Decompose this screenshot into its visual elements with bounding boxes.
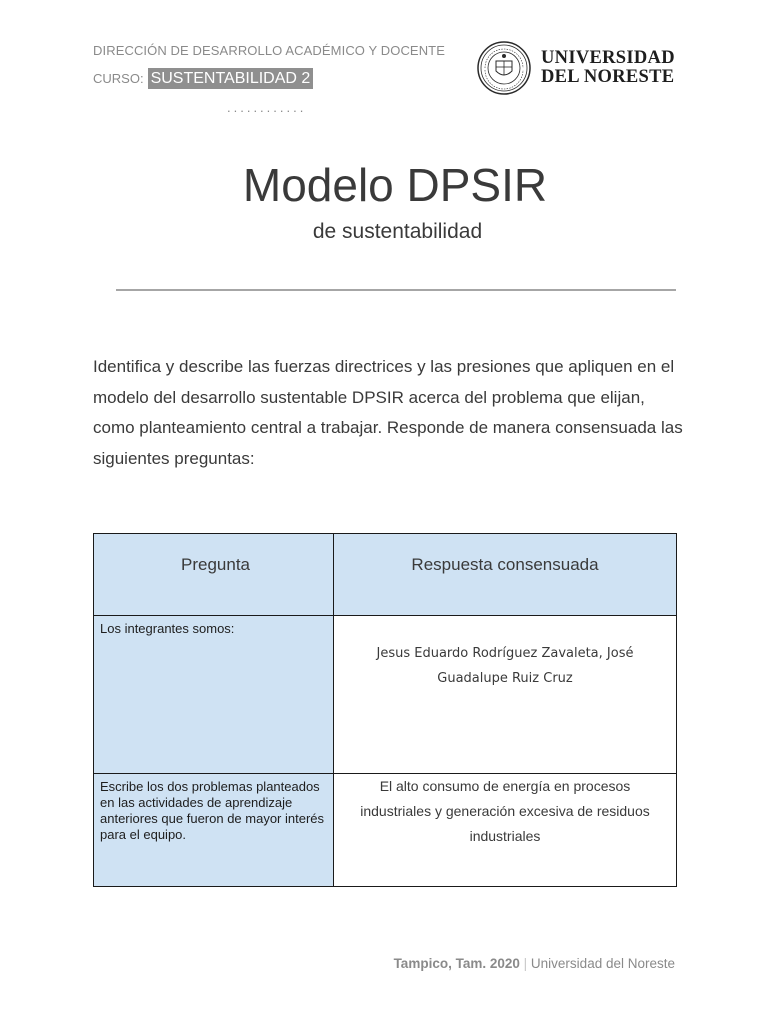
- question-answer-table: [93, 533, 677, 887]
- table-row: [94, 774, 677, 887]
- university-logo: [477, 41, 675, 95]
- university-wordmark: [541, 49, 675, 87]
- title-divider: [116, 289, 676, 291]
- department-header: DIRECCIÓN DE DESARROLLO ACADÉMICO Y DOCENTE: [93, 43, 445, 58]
- course-value: SUSTENTABILIDAD 2: [148, 68, 314, 89]
- document-subtitle: de sustentabilidad: [312, 220, 483, 243]
- instructions-paragraph: Identifica y describe las fuerzas directrices y las presiones que apliquen en el modelo del desarrollo sustentable DPSIR acerca del problema que elijan, como planteamiento central a trabajar. Responde de manera consensuada las siguientes preguntas:: [93, 357, 683, 469]
- course-label: CURSO:: [93, 71, 144, 86]
- question-cell: Escribe los dos problemas planteados en las actividades de aprendizaje anteriores que fueron de mayor interés para el equipo.: [94, 774, 334, 887]
- page-footer: [394, 956, 675, 971]
- footer-institution: Universidad del Noreste: [530, 956, 675, 971]
- table-header-row: [94, 534, 677, 616]
- footer-location: Tampico, Tam. 2020: [393, 956, 520, 971]
- table-row: [94, 616, 677, 774]
- university-seal-icon: [477, 41, 531, 95]
- answer-cell[interactable]: Jesus Eduardo Rodríguez Zavaleta, José Guadalupe Ruiz Cruz: [334, 616, 677, 774]
- header-question: Pregunta: [94, 534, 334, 616]
- course-line: [93, 68, 313, 89]
- header-answer: Respuesta consensuada: [334, 534, 677, 616]
- document-title: Modelo DPSIR: [242, 159, 548, 211]
- wordmark-line-1: UNIVERSIDAD: [541, 48, 675, 68]
- footer-separator: |: [523, 956, 528, 971]
- dotted-placeholder: ............: [227, 100, 307, 115]
- question-cell: Los integrantes somos:: [94, 616, 334, 774]
- wordmark-line-2: DEL NORESTE: [541, 67, 675, 87]
- answer-cell[interactable]: El alto consumo de energía en procesos industriales y generación excesiva de residuos industriales: [334, 774, 677, 887]
